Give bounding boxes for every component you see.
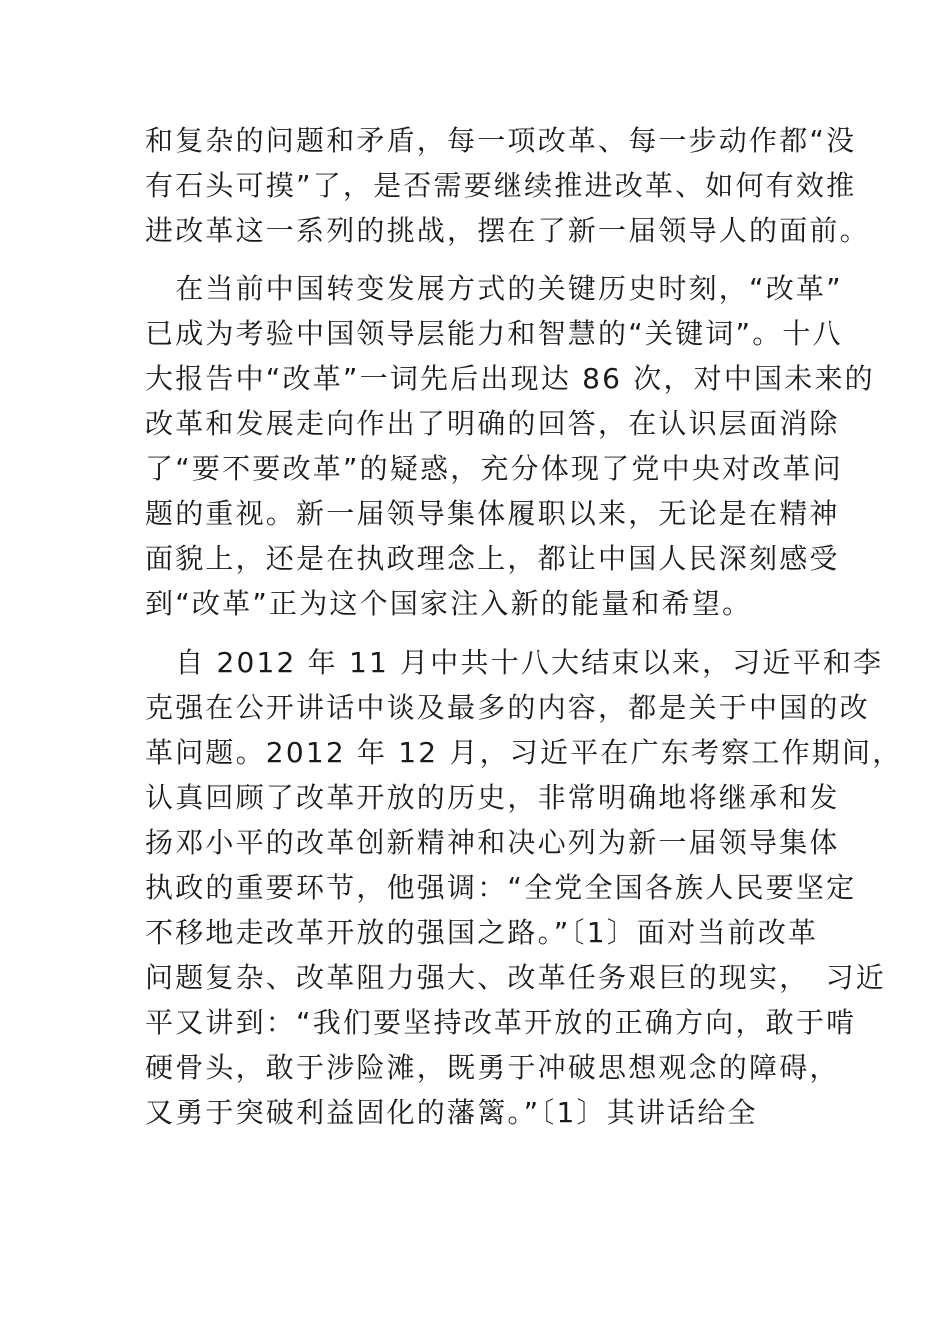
paragraph-1 — [145, 118, 870, 253]
text-line: 执政的重要环节，他强调：“全党全国各族人民要坚定 — [145, 871, 857, 904]
text-line: 了“要不要改革”的疑惑，充分体现了党中央对改革问 — [145, 452, 843, 485]
text-line: 问题复杂、改革阻力强大、改革任务艰巨的现实， 习近 — [145, 961, 887, 994]
text-line: 扬邓小平的改革创新精神和决心列为新一届领导集体 — [145, 826, 840, 859]
text-line: 硬骨头，敢于涉险滩，既勇于冲破思想观念的障碍， — [145, 1051, 840, 1084]
text-line: 不移地走改革开放的强国之路。”〔1〕面对当前改革 — [145, 916, 819, 949]
text-line: 题的重视。新一届领导集体履职以来，无论是在精神 — [145, 497, 840, 530]
text-line: 进改革这一系列的挑战，摆在了新一届领导人的面前。 — [145, 214, 870, 247]
text-line: 克强在公开讲话中谈及最多的内容，都是关于中国的改 — [145, 691, 870, 724]
text-line: 又勇于突破利益固化的藩篱。”〔1〕其讲话给全 — [145, 1096, 758, 1129]
text-line: 自 2012 年 11 月中共十八大结束以来，习近平和李 — [145, 646, 884, 679]
text-line: 平又讲到：“我们要坚持改革开放的正确方向，敢于啃 — [145, 1006, 857, 1039]
text-line: 到“改革”正为这个国家注入新的能量和希望。 — [145, 587, 753, 620]
paragraph-3 — [145, 640, 903, 1135]
text-line: 有石头可摸”了，是否需要继续推进改革、如何有效推 — [145, 169, 857, 202]
text-line: 在当前中国转变发展方式的关键历史时刻，“改革” — [145, 272, 843, 305]
text-line: 革问题。2012 年 12 月，习近平在广东考察工作期间， — [145, 736, 903, 769]
paragraph-2 — [145, 266, 875, 626]
text-line: 面貌上，还是在执政理念上，都让中国人民深刻感受 — [145, 542, 840, 575]
text-line: 和复杂的问题和矛盾，每一项改革、每一步动作都“没 — [145, 124, 857, 157]
text-line: 已成为考验中国领导层能力和智慧的“关键词”。十八 — [145, 317, 843, 350]
text-line: 大报告中“改革”一词先后出现达 86 次，对中国未来的 — [145, 362, 875, 395]
text-line: 认真回顾了改革开放的历史，非常明确地将继承和发 — [145, 781, 840, 814]
text-line: 改革和发展走向作出了明确的回答，在认识层面消除 — [145, 407, 840, 440]
